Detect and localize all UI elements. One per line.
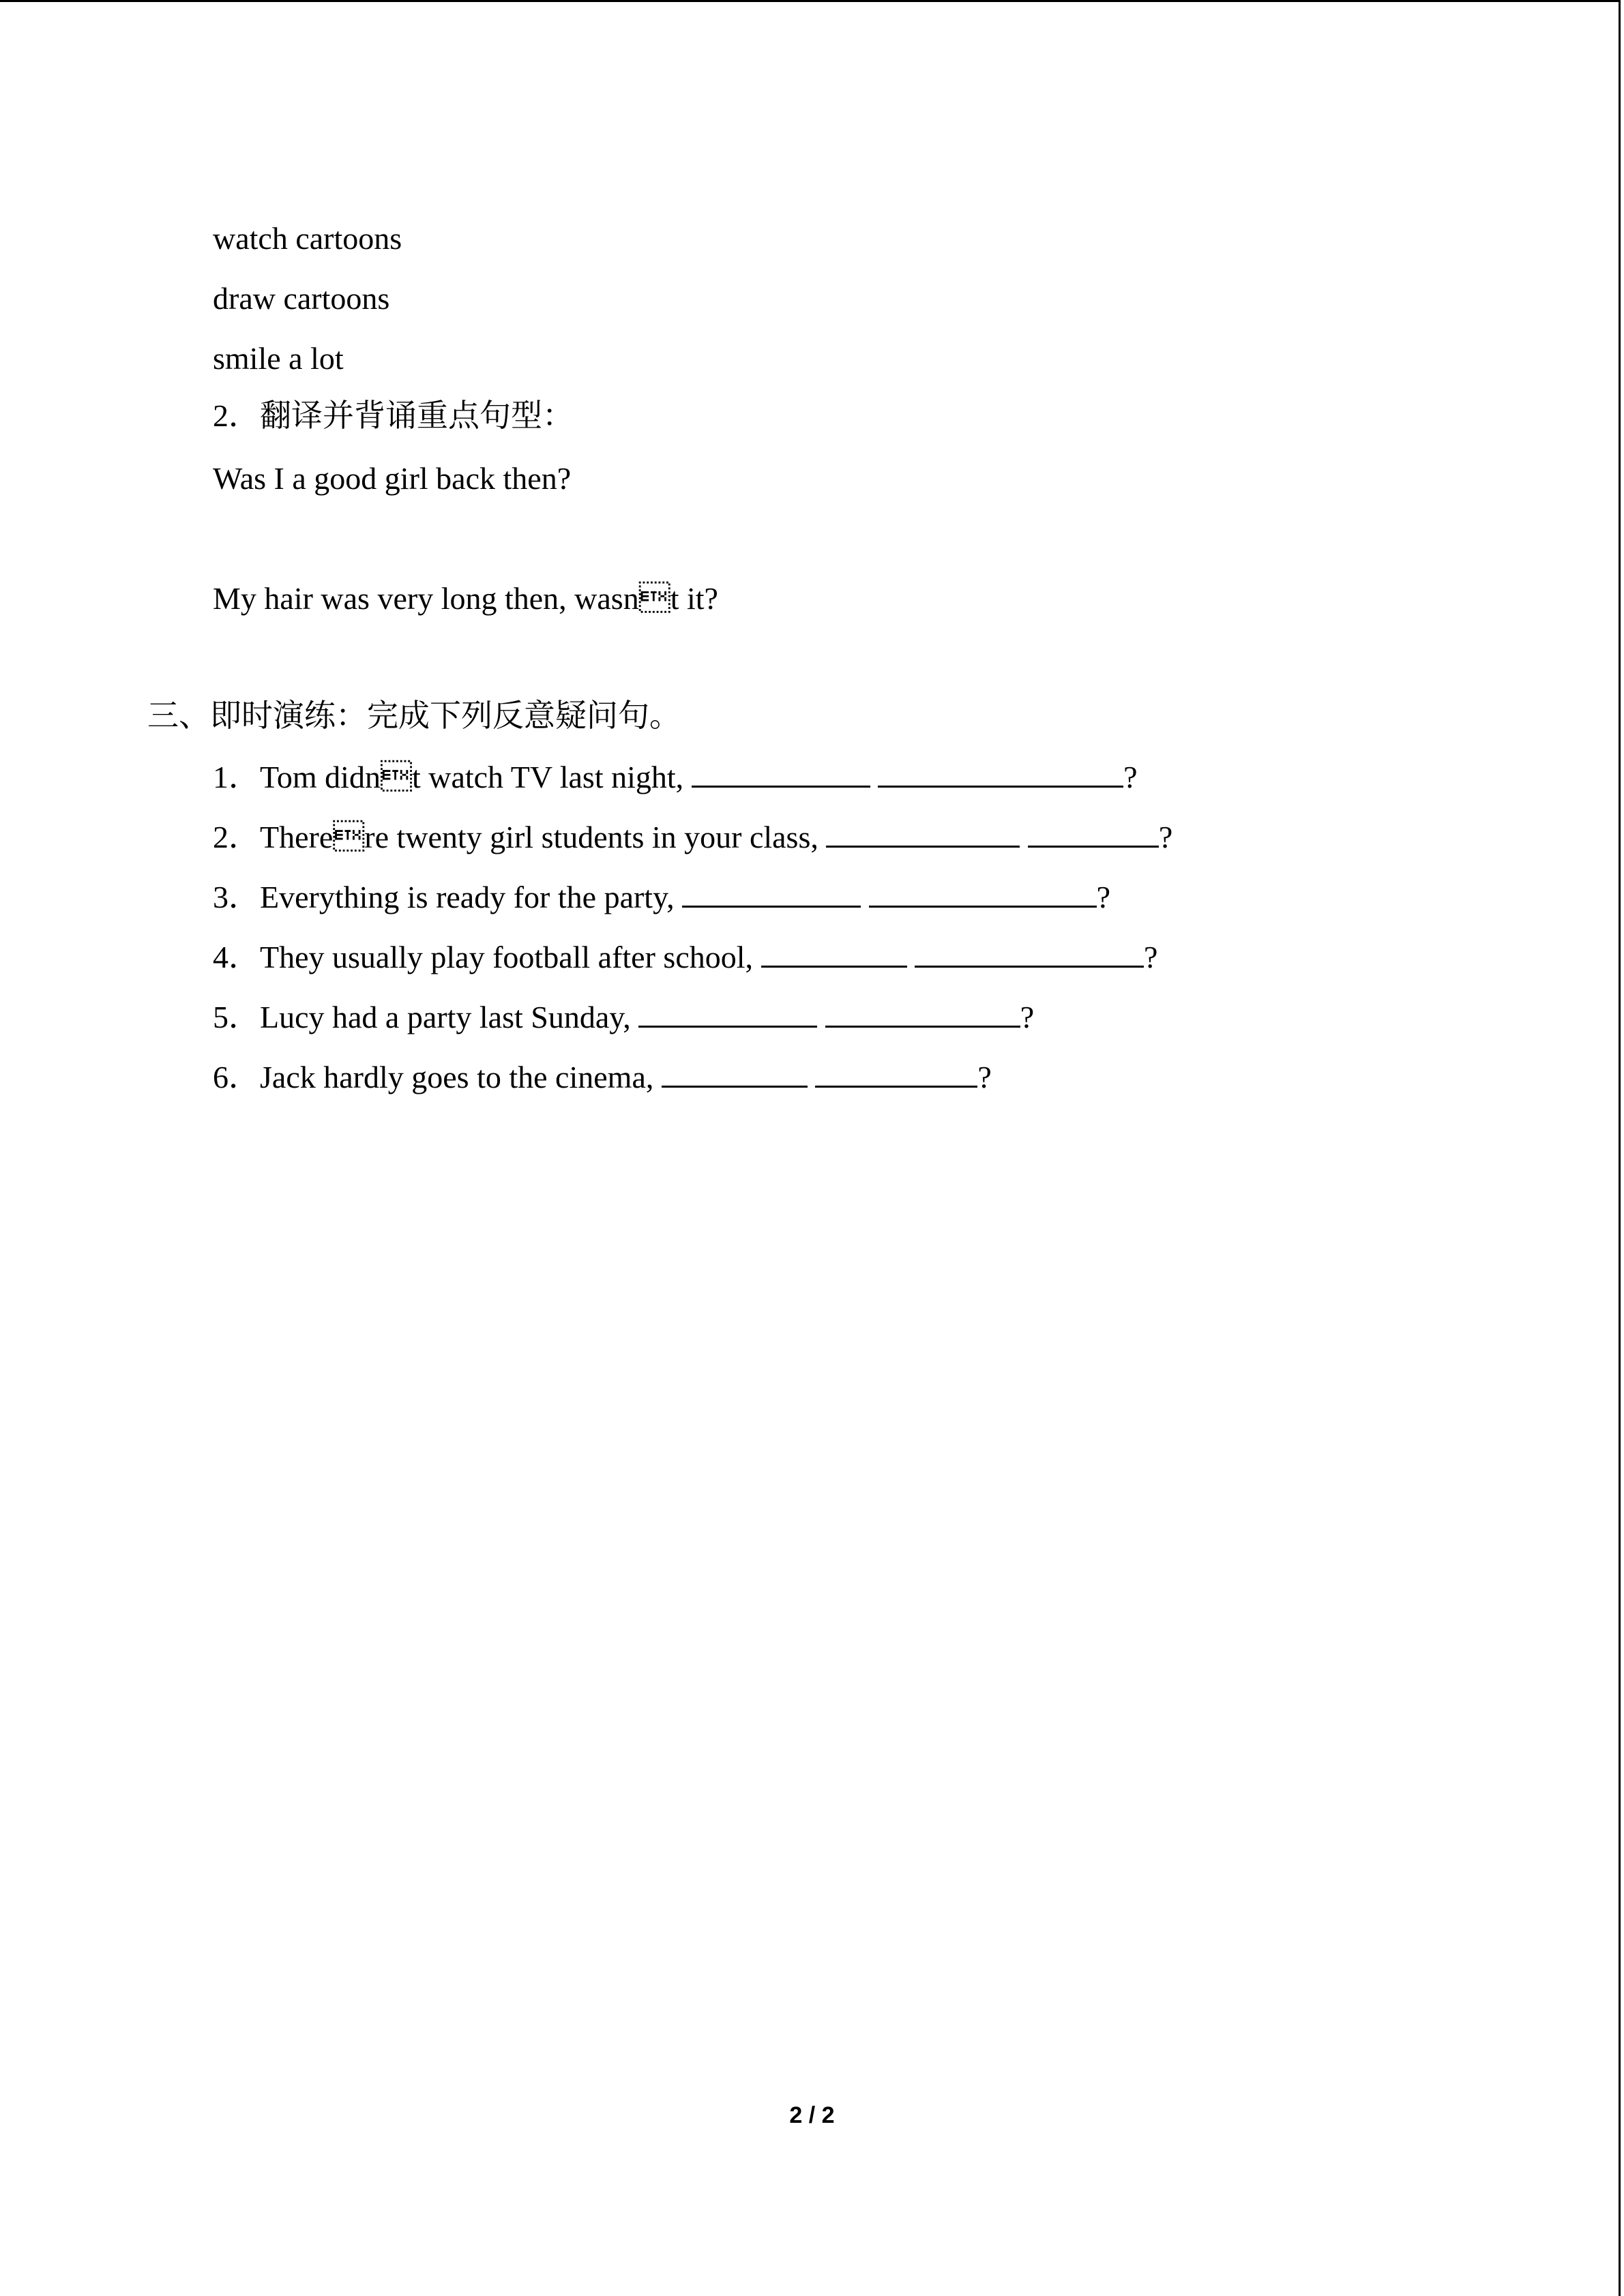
item-text: Jack hardly goes to the cinema, <box>260 1060 662 1094</box>
phrase-watch-cartoons: watch cartoons <box>213 221 402 256</box>
answer-blank-1b[interactable] <box>878 758 1123 788</box>
item-end: ? <box>1020 1000 1035 1034</box>
exercise-item-2 <box>213 818 1172 856</box>
phrase-smile-a-lot: smile a lot <box>213 341 344 376</box>
answer-blank-5b[interactable] <box>825 998 1020 1028</box>
item-text: They usually play football after school, <box>260 940 761 974</box>
phrase-draw-cartoons: draw cartoons <box>213 281 390 316</box>
item-end: ? <box>1123 760 1138 794</box>
exercise-item-6 <box>213 1058 992 1097</box>
item-end: ? <box>1144 940 1158 974</box>
item-text: Everything is ready for the party, <box>260 880 683 914</box>
answer-blank-2b[interactable] <box>1028 818 1159 848</box>
answer-blank-3a[interactable] <box>682 878 861 908</box>
answer-blank-1a[interactable] <box>692 758 870 788</box>
page-number: 2 / 2 <box>789 2102 835 2128</box>
answer-blank-4a[interactable] <box>761 938 907 968</box>
item-number: 2． <box>213 820 260 854</box>
item-text: Tom didnt watch TV last night, <box>260 760 692 794</box>
sentence-1: Was I a good girl back then? <box>213 461 572 496</box>
item-number: 4． <box>213 940 260 974</box>
item-number: 3． <box>213 880 260 914</box>
exercise-item-4 <box>213 938 1157 976</box>
answer-blank-3b[interactable] <box>869 878 1097 908</box>
answer-blank-6b[interactable] <box>815 1058 977 1088</box>
exercise-item-3 <box>213 878 1110 916</box>
sentence-task-heading: 2．翻译并背诵重点句型： <box>213 398 574 433</box>
answer-blank-4b[interactable] <box>915 938 1144 968</box>
item-number: 6． <box>213 1060 260 1094</box>
item-end: ? <box>1158 820 1173 854</box>
item-text: Therere twenty girl students in your class, <box>260 820 827 854</box>
item-text: Lucy had a party last Sunday, <box>260 1000 639 1034</box>
exercise-heading: 三、即时演练：完成下列反意疑问句。 <box>147 698 681 733</box>
exercise-item-1 <box>213 758 1138 796</box>
answer-blank-5a[interactable] <box>638 998 817 1028</box>
exercise-item-5 <box>213 998 1034 1037</box>
item-number: 1． <box>213 760 260 794</box>
item-end: ? <box>1096 880 1111 914</box>
item-end: ? <box>977 1060 992 1094</box>
answer-blank-2a[interactable] <box>826 818 1020 848</box>
item-number: 5． <box>213 1000 260 1034</box>
sentence-2: My hair was very long then, wasnt it? <box>213 581 718 616</box>
answer-blank-6a[interactable] <box>662 1058 808 1088</box>
